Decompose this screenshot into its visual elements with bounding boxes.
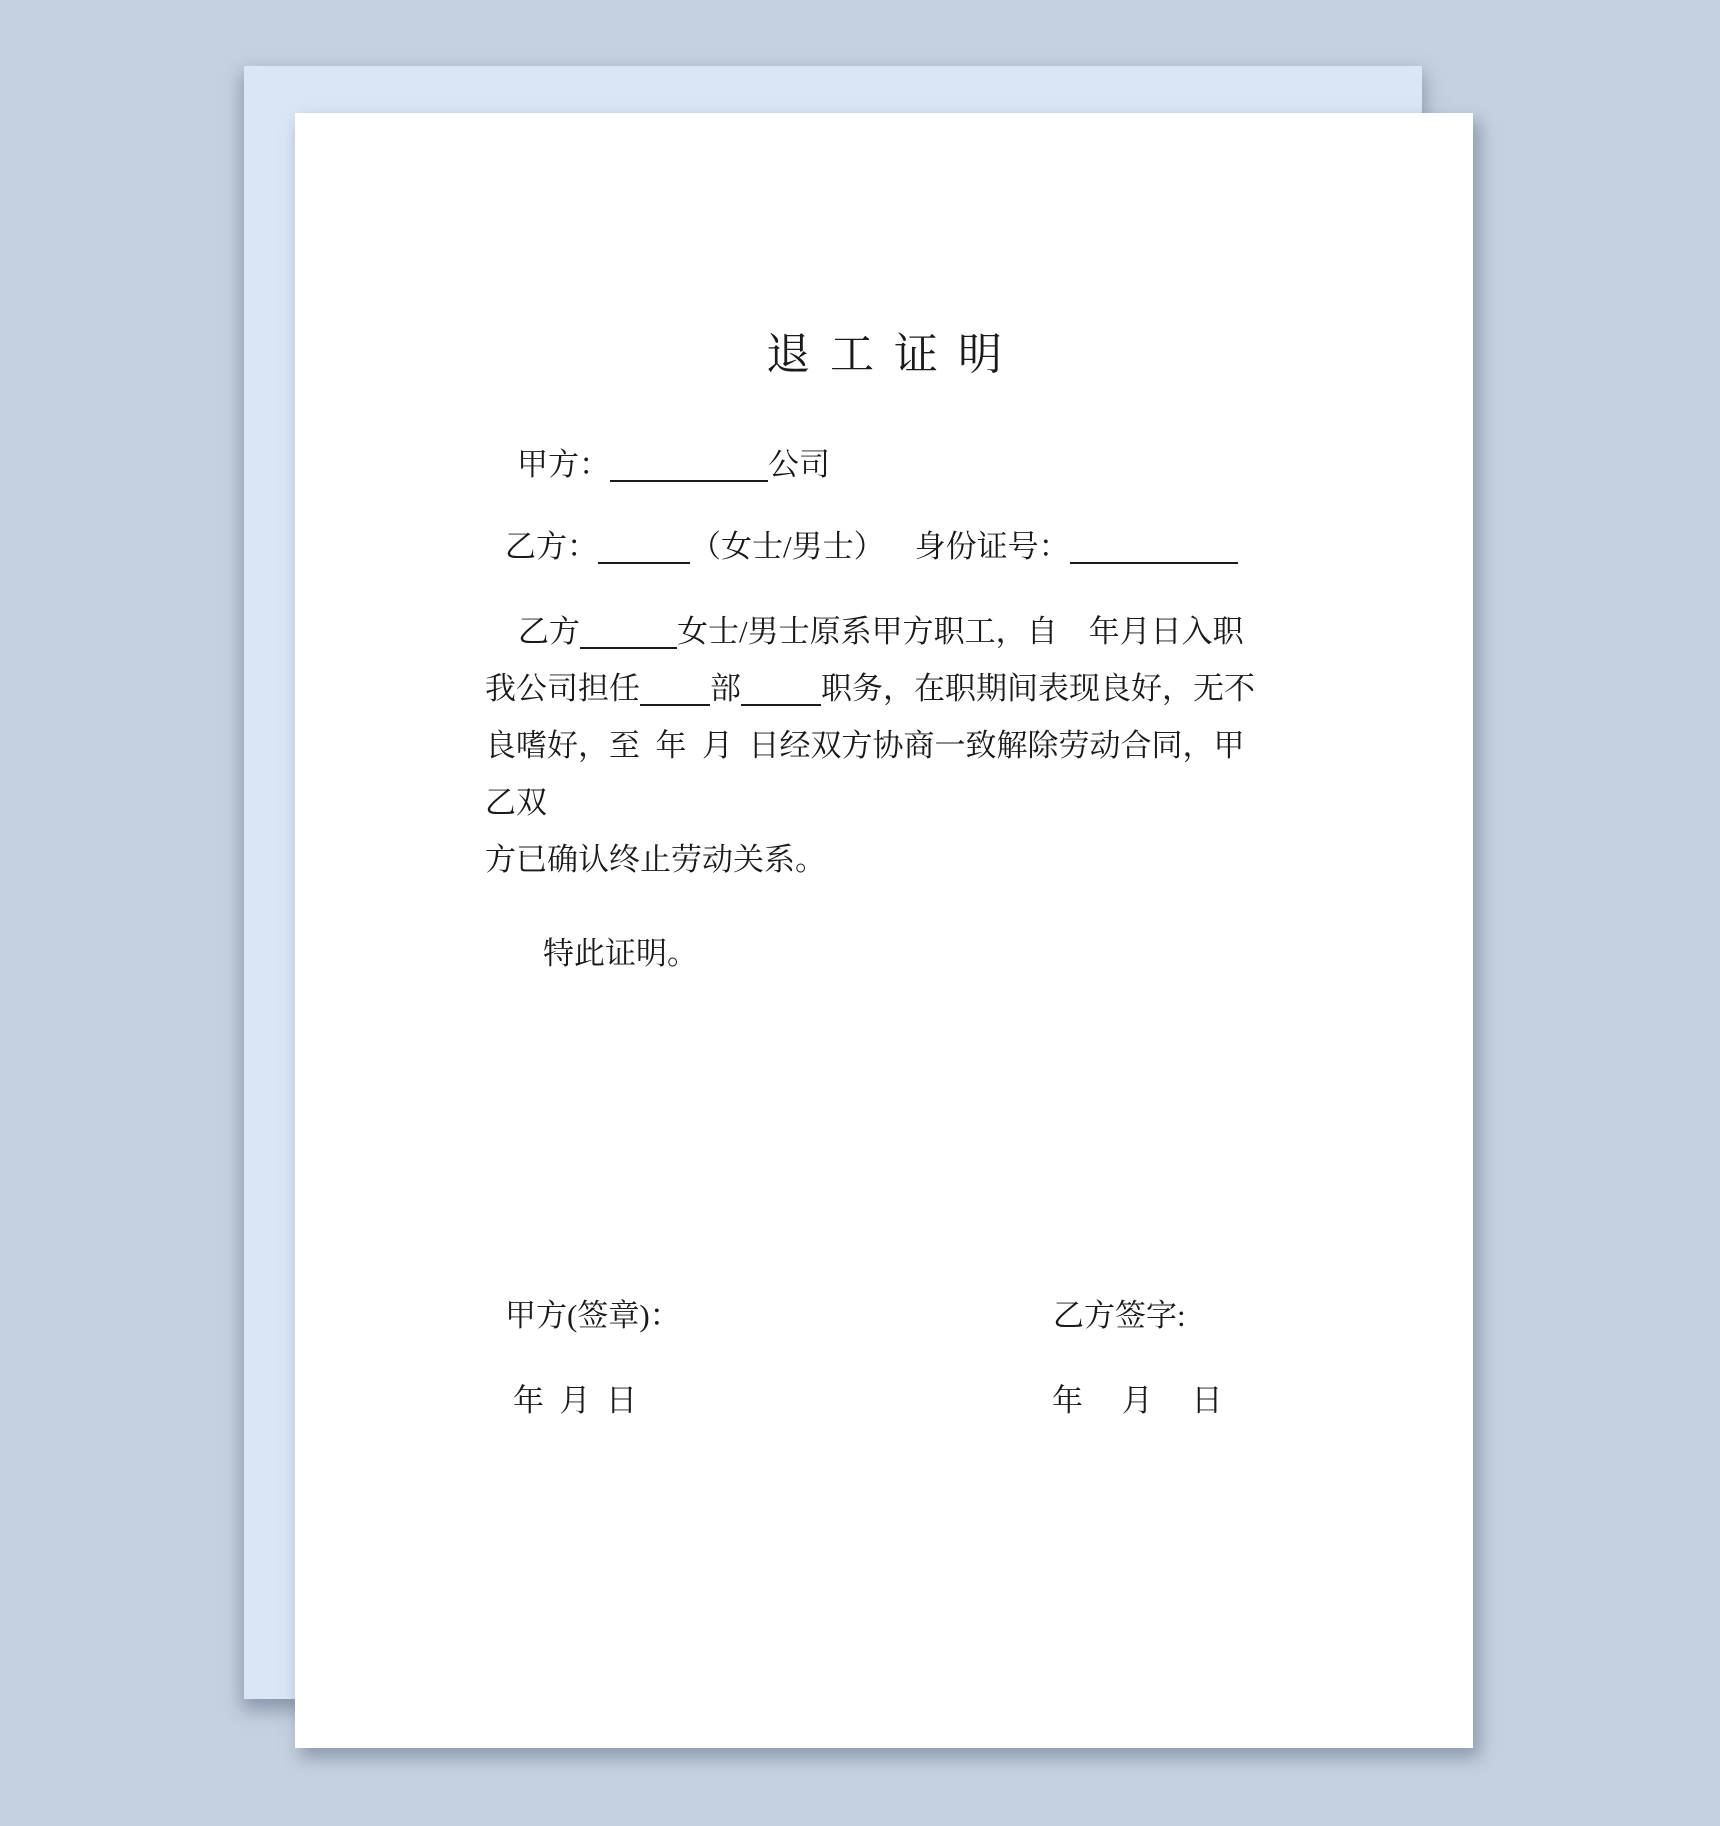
body-line-1 (485, 603, 1273, 660)
party-a-suffix: 公司 (768, 447, 830, 482)
body-line-2-start: 我公司担任 (485, 671, 640, 706)
date-row (295, 1379, 1473, 1423)
employee-name-blank (580, 639, 677, 649)
body-line-1-start: 乙方 (518, 614, 580, 649)
party-b-signature-label: 乙方签字: (1053, 1298, 1186, 1333)
party-a-line (485, 443, 1273, 487)
closing-statement: 特此证明。 (543, 936, 698, 971)
party-b-name-blank (598, 554, 690, 564)
party-a-signature-label: 甲方(签章)： (505, 1298, 681, 1333)
body-line-3: 良嗜好，至 年 月 日经双方协商一致解除劳动合同，甲乙双 (485, 728, 1245, 820)
party-b-label: 乙方： (505, 529, 598, 564)
party-b-id-label: 身份证号： (914, 529, 1070, 564)
document-page (295, 113, 1473, 1748)
body-paragraph (485, 603, 1273, 888)
position-blank (741, 696, 821, 706)
party-b-line (485, 525, 1273, 569)
document-title: 退工证明 (766, 330, 1022, 379)
party-a-company-blank (610, 472, 768, 482)
party-b-id-blank (1070, 554, 1238, 564)
body-line-2-rest: 职务，在职期间表现良好，无不 (821, 671, 1255, 706)
party-a-label: 甲方： (517, 447, 610, 482)
party-a-date: 年 月 日 (513, 1383, 637, 1418)
body-line-1-rest: 女士/男士原系甲方职工，自 年月日入职 (677, 614, 1244, 649)
body-line-2 (485, 660, 1273, 717)
party-b-date: 年 月 日 (1052, 1383, 1223, 1418)
party-b-gender-note: （女士/男士） (690, 529, 885, 564)
body-line-4: 方已确认终止劳动关系。 (485, 842, 826, 877)
signature-row (295, 1294, 1473, 1338)
department-blank (640, 696, 710, 706)
body-line-2-mid: 部 (710, 671, 741, 706)
